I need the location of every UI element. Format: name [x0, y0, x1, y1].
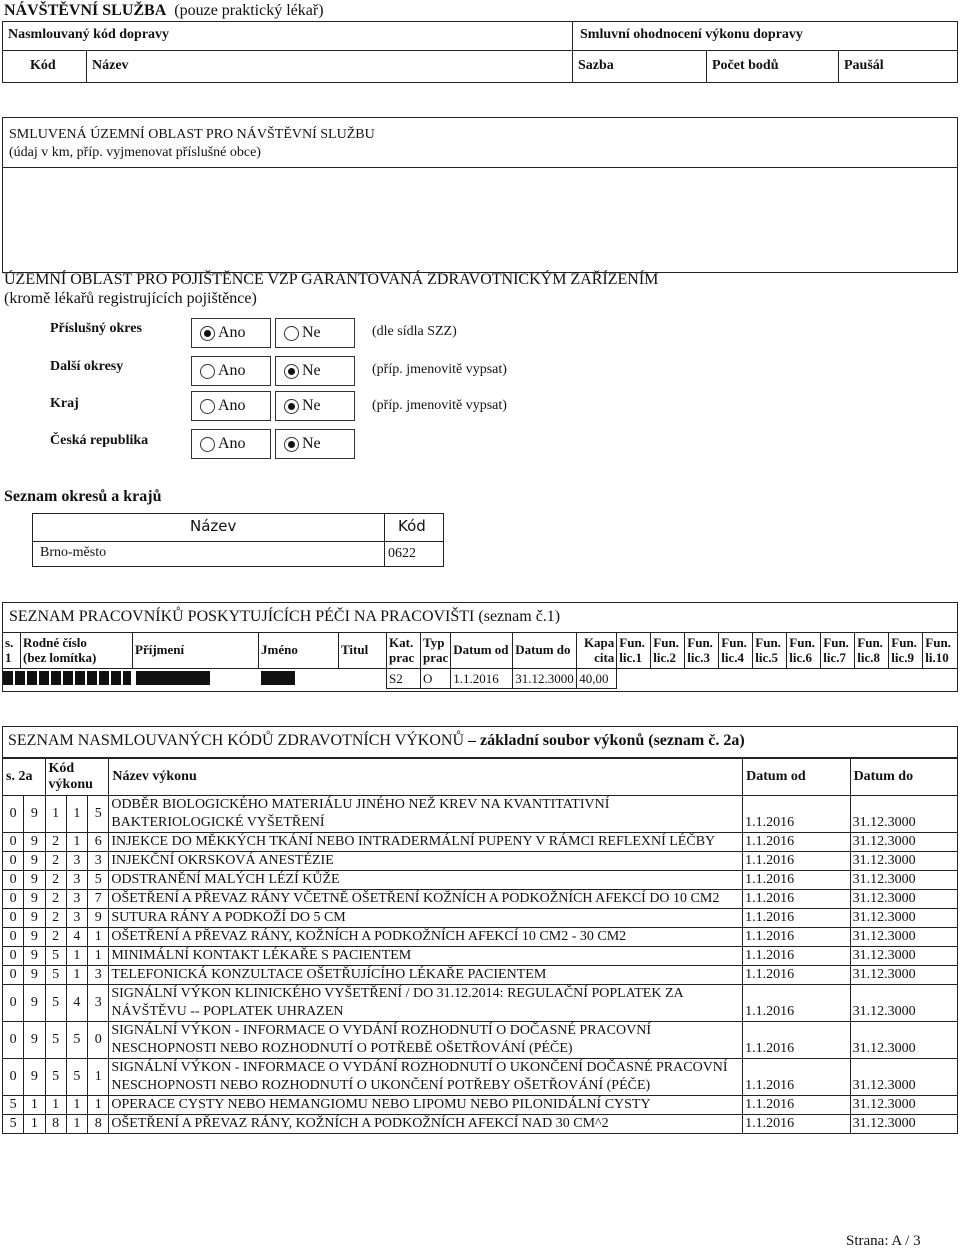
date-do: 31.12.3000: [850, 796, 957, 833]
procedure-name: SIGNÁLNÍ VÝKON KLINICKÉHO VYŠETŘENÍ / DO 31.12.2014: REGULAČNÍ POPLATEK ZA NÁVŠTĚVU -- POPLATEK UHRAZEN: [109, 985, 743, 1022]
code-digit: 0: [3, 966, 24, 985]
date-od: 1.1.2016: [743, 796, 850, 833]
date-do: 31.12.3000: [850, 1115, 957, 1134]
page-title: [4, 2, 324, 20]
radio-checked-icon: [284, 437, 299, 452]
code-digit: 3: [66, 909, 87, 928]
procedure-name: SIGNÁLNÍ VÝKON - INFORMACE O VYDÁNÍ ROZHODNUTÍ O DOČASNÉ PRACOVNÍ NESCHOPNOSTI NEBO ROZHODNUTÍ O POTŘEBĚ OŠETŘOVÁNÍ (PÉČE): [109, 1022, 743, 1059]
date-do: 31.12.3000: [850, 928, 957, 947]
code-digit: 2: [45, 833, 66, 852]
code-digit: 2: [45, 852, 66, 871]
row-label-kraj: Kraj: [50, 396, 79, 411]
date-od: 1.1.2016: [743, 871, 850, 890]
date-od: 1.1.2016: [743, 1115, 850, 1134]
row-label-ceska-republika: Česká republika: [50, 433, 149, 448]
redacted-first-name: [261, 671, 295, 685]
table-row: [3, 909, 958, 928]
code-digit: 3: [66, 871, 87, 890]
territory-title: SMLUVENÁ ÚZEMNÍ OBLAST PRO NÁVŠTĚVNÍ SLUŽBU: [9, 127, 375, 142]
code-digit: 9: [24, 928, 45, 947]
code-digit: 3: [88, 985, 109, 1022]
table-row: [3, 796, 958, 833]
code-digit: 4: [66, 985, 87, 1022]
code-digit: 9: [24, 796, 45, 833]
table-row: [3, 966, 958, 985]
option-ne[interactable]: Ne: [275, 429, 355, 459]
page-number: Strana: A / 3: [846, 1233, 921, 1249]
code-digit: 9: [24, 947, 45, 966]
code-digit: 8: [88, 1115, 109, 1134]
code-digit: 9: [24, 833, 45, 852]
radio-checked-icon: [200, 326, 215, 341]
code-digit: 5: [66, 1059, 87, 1096]
code-digit: 3: [88, 966, 109, 985]
code-digit: 0: [3, 1059, 24, 1096]
code-digit: 0: [3, 928, 24, 947]
code-digit: 0: [3, 947, 24, 966]
date-od: 1.1.2016: [743, 890, 850, 909]
code-digit: 1: [66, 833, 87, 852]
date-do: 31.12.3000: [850, 966, 957, 985]
table-row: [3, 871, 958, 890]
table-row: [3, 1096, 958, 1115]
district-code: 0622: [388, 546, 416, 561]
code-digit: 1: [66, 947, 87, 966]
date-od: 1.1.2016: [743, 909, 850, 928]
code-digit: 2: [45, 890, 66, 909]
date-do: 31.12.3000: [850, 871, 957, 890]
code-digit: 1: [45, 796, 66, 833]
date-do: 31.12.3000: [850, 1059, 957, 1096]
date-do: 31.12.3000: [850, 985, 957, 1022]
col-nazev: Název: [92, 58, 129, 73]
code-digit: 1: [66, 966, 87, 985]
territory-input[interactable]: [3, 168, 957, 272]
date-do: 31.12.3000: [850, 890, 957, 909]
typ-prac: O: [421, 669, 451, 689]
code-digit: 3: [88, 852, 109, 871]
vzp-subtitle: (kromě lékařů registrujících pojištěnce): [4, 290, 257, 307]
code-digit: 4: [66, 928, 87, 947]
districts-col-code: Kód: [398, 517, 426, 535]
code-digit: 9: [24, 852, 45, 871]
code-digit: 8: [45, 1115, 66, 1134]
option-ano[interactable]: Ano: [191, 356, 271, 386]
code-digit: 6: [88, 833, 109, 852]
code-digit: 0: [3, 852, 24, 871]
procedure-name: OŠETŘENÍ A PŘEVAZ RÁNY VČETNĚ OŠETŘENÍ KOŽNÍCH A PODKOŽNÍCH AFEKCÍ DO 10 CM2: [109, 890, 743, 909]
code-digit: 9: [24, 871, 45, 890]
row-note: (příp. jmenovitě vypsat): [372, 362, 507, 377]
code-digit: 1: [88, 1059, 109, 1096]
datum-do: 31.12.3000: [513, 669, 577, 689]
radio-checked-icon: [284, 364, 299, 379]
code-digit: 1: [24, 1096, 45, 1115]
code-digit: 5: [66, 1022, 87, 1059]
territory-note: (údaj v km, příp. vyjmenovat příslušné obce): [9, 145, 261, 160]
code-digit: 1: [66, 1096, 87, 1115]
code-digit: 2: [45, 909, 66, 928]
code-digit: 0: [3, 909, 24, 928]
option-ne[interactable]: Ne: [275, 391, 355, 421]
procedure-name: ODSTRANĚNÍ MALÝCH LÉZÍ KŮŽE: [109, 871, 743, 890]
procedure-name: ODBĚR BIOLOGICKÉHO MATERIÁLU JINÉHO NEŽ KREV NA KVANTITATIVNÍ BAKTERIOLOGICKÉ VYŠETŘENÍ: [109, 796, 743, 833]
code-digit: 1: [88, 928, 109, 947]
district-name: Brno-město: [40, 545, 107, 560]
code-digit: 0: [3, 796, 24, 833]
date-od: 1.1.2016: [743, 928, 850, 947]
option-ne[interactable]: Ne: [275, 318, 355, 348]
date-od: 1.1.2016: [743, 947, 850, 966]
section-title: NÁVŠTĚVNÍ SLUŽBA: [4, 2, 167, 19]
codes-table: s. 2a Kód výkonu Název výkonu Datum od Datum do 0 9 1 1 5 ODBĚR BIOLOGICKÉHO MATERIÁLU JINÉHO NEŽ KREV NA KVANTITATIVNÍ BAKTERIOLOGICKÉ VYŠETŘENÍ 1.1.2016 31.12.3000 0 9 2 1 6 INJEKCE DO MĚKKÝCH TKÁNÍ NEBO INTRADERMÁLNÍ PUPENY V RÁMCI REFLEXNÍ LÉČBY 1.1.2016 31.12.3000 0 9 2 3 3 INJEKČNÍ OKRSKOVÁ ANESTÉZIE 1.1.2016 31.12.3000 0 9 2 3 5 ODSTRANĚNÍ MALÝCH LÉZÍ KŮŽE 1.1.2016 31.12.3000 0 9 2 3 7 OŠETŘENÍ A PŘEVAZ RÁNY VČETNĚ OŠETŘENÍ KOŽNÍCH A PODKOŽNÍCH AFEKCÍ DO 10 CM2 1.1.2016 31.12.3000 0 9 2 3 9 SUTURA RÁNY A PODKOŽÍ DO 5 CM 1.1.2016 31.12.3000 0 9 2 4 1 OŠETŘENÍ A PŘEVAZ RÁNY, KOŽNÍCH A PODKOŽNÍCH AFEKCÍ 10 CM2 - 30 CM2 1.1.2016 31.12.3000 0 9 5 1 1 MINIMÁLNÍ KONTAKT LÉKAŘE S PACIENTEM 1.1.2016 31.12.3000 0 9 5 1 3 TELEFONICKÁ KONZULTACE OŠETŘUJÍCÍHO LÉKAŘE PACIENTEM 1.1.2016 31.12.3000 0 9 5 4 3 SIGNÁLNÍ VÝKON KLINICKÉHO VYŠETŘENÍ / DO 31.12.2014: REGULAČNÍ POPLATEK ZA NÁVŠTĚVU -- POPLATEK UHRAZEN 1.1.2016 31.12.3000 0 9 5 5 0 SIGNÁLNÍ VÝKON - INFORMACE O VYDÁNÍ ROZHODNUTÍ O DOČASNÉ PRACOVNÍ NESCHOPNOSTI NEBO ROZHODNUTÍ O POTŘEBĚ OŠETŘOVÁNÍ (PÉČE) 1.1.2016 31.12.3000 0 9 5 5 1 SIGNÁLNÍ VÝKON - INFORMACE O VYDÁNÍ ROZHODNUTÍ O UKONČENÍ DOČASNÉ PRACOVNÍ NESCHOPNOSTI NEBO ROZHODNUTÍ O UKONČENÍ POTŘEBY OŠETŘOVÁNÍ (PÉČE) 1.1.2016 31.12.3000 5 1 1 1 1 OPERACE CYSTY NEBO HEMANGIOMU NEBO LIPOMU NEBO PILONIDÁLNÍ CYSTY 1.1.2016 31.12.3000 5 1 8 1 8 OŠETŘENÍ A PŘEVAZ RÁNY, KOŽNÍCH A PODKOŽNÍCH AFEKCÍ NAD 30 CM^2 1.1.2016 31.12.3000: [2, 758, 958, 1134]
code-digit: 5: [45, 985, 66, 1022]
date-od: 1.1.2016: [743, 966, 850, 985]
procedure-name: OŠETŘENÍ A PŘEVAZ RÁNY, KOŽNÍCH A PODKOŽNÍCH AFEKCÍ NAD 30 CM^2: [109, 1115, 743, 1134]
radio-group-prislusny-okres: [191, 318, 355, 348]
code-digit: 1: [88, 1096, 109, 1115]
table-row: [3, 928, 958, 947]
negotiated-code-label: Nasmlouvaný kód dopravy: [8, 27, 170, 42]
code-digit: 5: [88, 871, 109, 890]
col-pausal: Paušál: [844, 58, 884, 73]
section-subtitle: (pouze praktický lékař): [174, 2, 324, 19]
code-digit: 5: [45, 966, 66, 985]
radio-unchecked-icon: [200, 399, 215, 414]
redacted-surname: [136, 671, 210, 685]
code-digit: 2: [45, 871, 66, 890]
codes-title: SEZNAM NASMLOUVANÝCH KÓDŮ ZDRAVOTNÍCH VÝKONŮ – základní soubor výkonů (seznam č. 2a): [8, 732, 745, 749]
code-digit: 0: [3, 1022, 24, 1059]
code-digit: 1: [66, 1115, 87, 1134]
datum-od: 1.1.2016: [451, 669, 513, 689]
table-row: [3, 985, 958, 1022]
table-row: [3, 890, 958, 909]
code-digit: 9: [24, 890, 45, 909]
code-digit: 9: [24, 1022, 45, 1059]
col-kod: Kód: [30, 58, 56, 73]
row-note: (příp. jmenovitě vypsat): [372, 398, 507, 413]
procedure-name: TELEFONICKÁ KONZULTACE OŠETŘUJÍCÍHO LÉKAŘE PACIENTEM: [109, 966, 743, 985]
procedure-name: INJEKČNÍ OKRSKOVÁ ANESTÉZIE: [109, 852, 743, 871]
procedure-name: OPERACE CYSTY NEBO HEMANGIOMU NEBO LIPOMU NEBO PILONIDÁLNÍ CYSTY: [109, 1096, 743, 1115]
code-digit: 5: [45, 1022, 66, 1059]
radio-unchecked-icon: [200, 364, 215, 379]
staff-table: s. 1 Rodné číslo (bez lomítka) Příjmení Jméno Titul Kat. prac Typ prac Datum od Datum do Kapa cita Fun. lic.1 Fun. lic.2 Fun. lic.3 Fun. lic.4 Fun. lic.5 Fun. lic.6 Fun. lic.7 Fun. lic.8 Fun. lic.9 Fun. li.10 S2 O 1.1.2016 31.12.3000 40,00: [2, 632, 958, 689]
code-digit: 5: [88, 796, 109, 833]
radio-checked-icon: [284, 399, 299, 414]
option-ne[interactable]: Ne: [275, 356, 355, 386]
kapacita: 40,00: [577, 669, 617, 689]
option-ano[interactable]: Ano: [191, 391, 271, 421]
code-digit: 1: [66, 796, 87, 833]
date-od: 1.1.2016: [743, 985, 850, 1022]
redacted-birth-number: [3, 671, 131, 685]
contract-valuation-label: Smluvní ohodnocení výkonu dopravy: [580, 27, 803, 42]
table-row: [3, 1022, 958, 1059]
radio-group-dalsi-okresy: [191, 356, 355, 386]
col-sazba: Sazba: [578, 58, 614, 73]
kat-prac: S2: [387, 669, 421, 689]
code-digit: 5: [3, 1096, 24, 1115]
table-row: [3, 852, 958, 871]
radio-group-kraj: [191, 391, 355, 421]
code-digit: 2: [45, 928, 66, 947]
vzp-title: ÚZEMNÍ OBLAST PRO POJIŠTĚNCE VZP GARANTOVANÁ ZDRAVOTNICKÝM ZAŘÍZENÍM: [4, 271, 659, 288]
date-od: 1.1.2016: [743, 1022, 850, 1059]
code-digit: 9: [24, 909, 45, 928]
code-digit: 3: [66, 890, 87, 909]
districts-col-name: Název: [190, 517, 237, 535]
date-do: 31.12.3000: [850, 852, 957, 871]
code-digit: 0: [3, 890, 24, 909]
procedure-name: SUTURA RÁNY A PODKOŽÍ DO 5 CM: [109, 909, 743, 928]
procedure-name: INJEKCE DO MĚKKÝCH TKÁNÍ NEBO INTRADERMÁLNÍ PUPENY V RÁMCI REFLEXNÍ LÉČBY: [109, 833, 743, 852]
code-digit: 1: [45, 1096, 66, 1115]
option-ano[interactable]: Ano: [191, 318, 271, 348]
table-row: [3, 947, 958, 966]
table-row: [3, 1115, 958, 1134]
code-digit: 3: [66, 852, 87, 871]
code-digit: 9: [24, 966, 45, 985]
row-note: (dle sídla SZZ): [372, 324, 457, 339]
code-digit: 9: [24, 985, 45, 1022]
districts-title: Seznam okresů a krajů: [4, 488, 162, 505]
code-digit: 5: [45, 1059, 66, 1096]
radio-unchecked-icon: [200, 437, 215, 452]
date-od: 1.1.2016: [743, 852, 850, 871]
radio-unchecked-icon: [284, 326, 299, 341]
col-pocet-bodu: Počet bodů: [712, 58, 779, 73]
code-digit: 5: [3, 1115, 24, 1134]
date-do: 31.12.3000: [850, 1022, 957, 1059]
code-digit: 9: [24, 1059, 45, 1096]
date-od: 1.1.2016: [743, 833, 850, 852]
code-digit: 1: [88, 947, 109, 966]
staff-title: SEZNAM PRACOVNÍKŮ POSKYTUJÍCÍCH PÉČI NA PRACOVIŠTI (seznam č.1): [9, 608, 561, 625]
code-digit: 1: [24, 1115, 45, 1134]
date-od: 1.1.2016: [743, 1059, 850, 1096]
date-do: 31.12.3000: [850, 1096, 957, 1115]
code-digit: 7: [88, 890, 109, 909]
code-digit: 0: [3, 985, 24, 1022]
table-row: [3, 1059, 958, 1096]
table-row: [3, 833, 958, 852]
option-ano[interactable]: Ano: [191, 429, 271, 459]
procedure-name: OŠETŘENÍ A PŘEVAZ RÁNY, KOŽNÍCH A PODKOŽNÍCH AFEKCÍ 10 CM2 - 30 CM2: [109, 928, 743, 947]
date-do: 31.12.3000: [850, 947, 957, 966]
procedure-name: MINIMÁLNÍ KONTAKT LÉKAŘE S PACIENTEM: [109, 947, 743, 966]
code-digit: 0: [3, 833, 24, 852]
code-digit: 0: [88, 1022, 109, 1059]
code-digit: 9: [88, 909, 109, 928]
row-label-dalsi-okresy: Další okresy: [50, 359, 124, 374]
date-od: 1.1.2016: [743, 1096, 850, 1115]
procedure-name: SIGNÁLNÍ VÝKON - INFORMACE O VYDÁNÍ ROZHODNUTÍ O UKONČENÍ DOČASNÉ PRACOVNÍ NESCHOPNOSTI NEBO ROZHODNUTÍ O UKONČENÍ POTŘEBY OŠETŘOVÁNÍ (PÉČE): [109, 1059, 743, 1096]
date-do: 31.12.3000: [850, 909, 957, 928]
code-digit: 5: [45, 947, 66, 966]
date-do: 31.12.3000: [850, 833, 957, 852]
row-label-prislusny-okres: Příslušný okres: [50, 321, 142, 336]
radio-group-ceska-republika: [191, 429, 355, 459]
code-digit: 0: [3, 871, 24, 890]
